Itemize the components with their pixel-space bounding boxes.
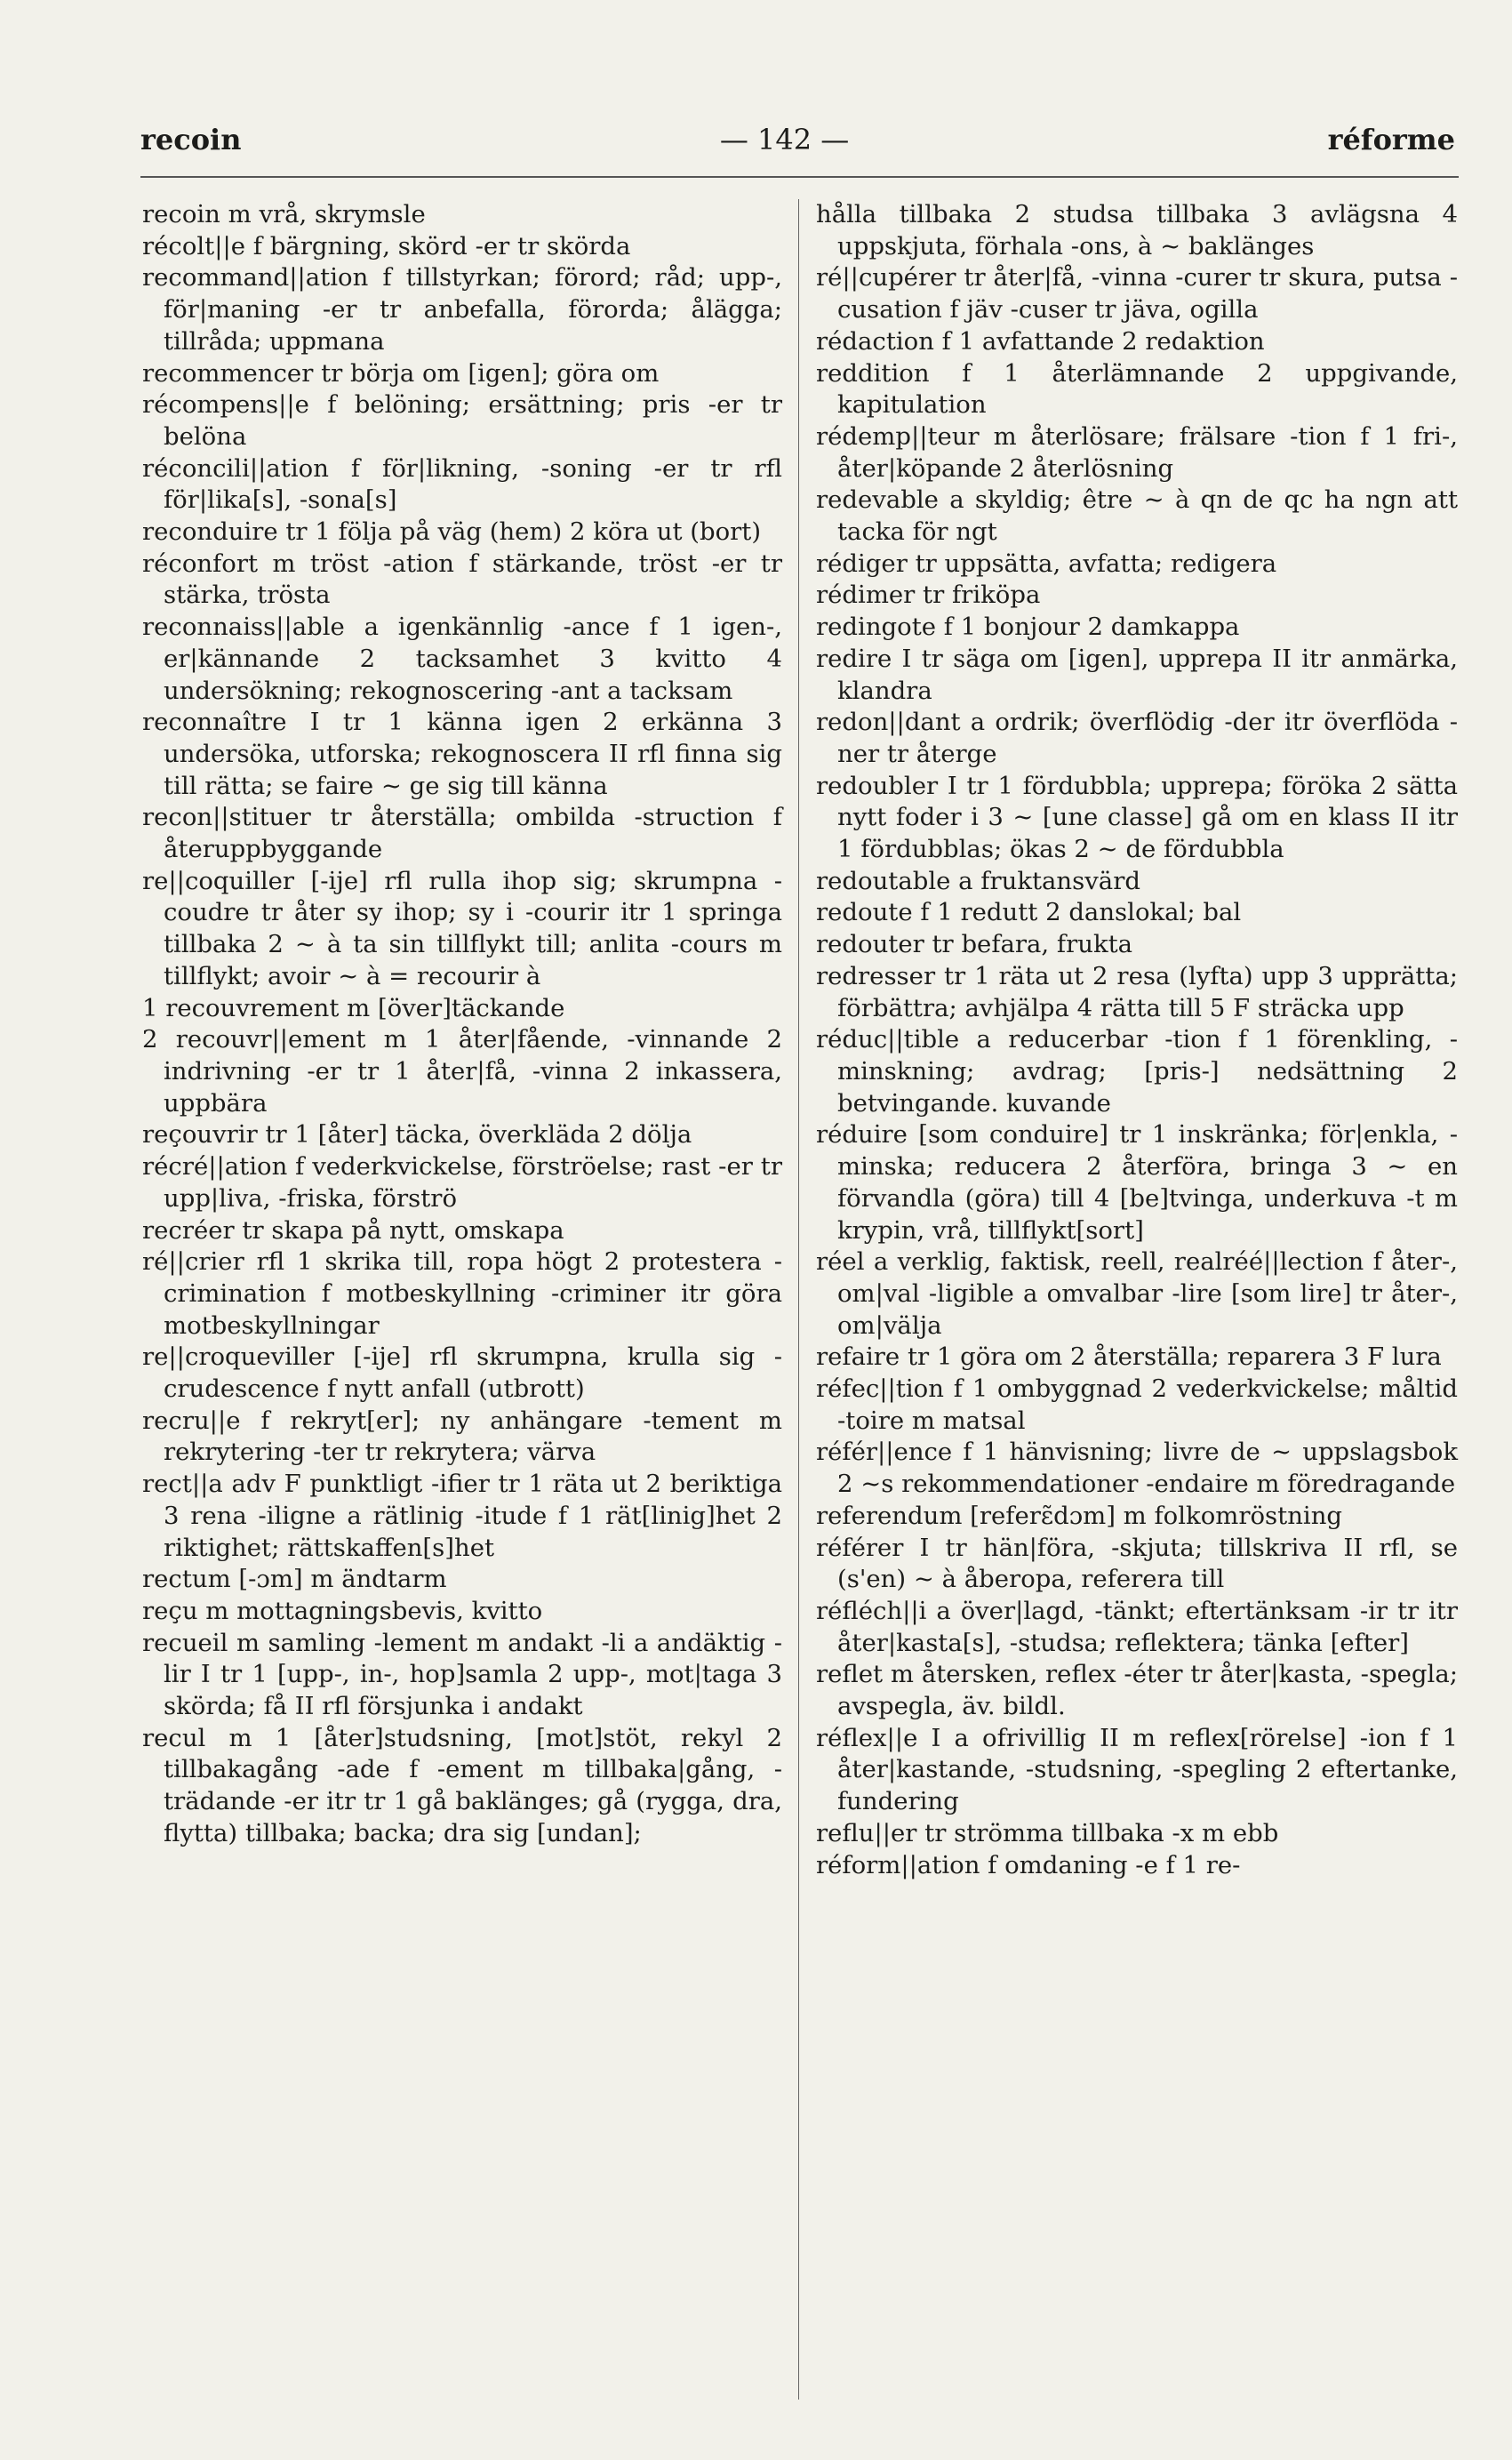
dictionary-entry: recréer tr skapa på nytt, omskapa	[142, 1215, 564, 1245]
dictionary-entry: ré||crier rfl 1 skrika till, ropa högt 2 protestera -crimination f motbeskyllning -criminer itr göra motbeskyllningar	[142, 1247, 782, 1340]
dictionary-entry: réel a verklig, faktisk, reell, realréé||lection f åter-, om|val -ligible a omvalbar -lire [som lire] tr åter-, om|välja	[816, 1247, 1458, 1340]
dictionary-entry: récré||ation f vederkvickelse, förströelse; rast -er tr upp|liva, -friska, förströ	[142, 1152, 782, 1213]
dictionary-entry: 1 recouvrement m [över]täckande	[142, 993, 565, 1022]
dictionary-entry: rédiger tr uppsätta, avfatta; redigera	[816, 549, 1277, 578]
dictionary-entry: redresser tr 1 räta ut 2 resa (lyfta) upp 3 upprätta; förbättra; avhjälpa 4 rätta till 5 F sträcka upp	[816, 961, 1458, 1022]
header-rule	[140, 176, 1459, 178]
page-header	[140, 123, 1455, 167]
dictionary-entry: redon||dant a ordrik; överflödig -der itr överflöda -ner tr återge	[816, 708, 1458, 768]
dictionary-entry: redingote f 1 bonjour 2 damkappa	[816, 613, 1240, 642]
dictionary-entry: rect||a adv F punktligt -ifier tr 1 räta ut 2 beriktiga 3 rena -iligne a rätlinig -itude f 1 rät[linig]het 2 riktighet; rättskaffen[s]het	[142, 1470, 782, 1562]
dictionary-entry: 2 recouvr||ement m 1 åter|fående, -vinnande 2 indrivning -er tr 1 åter|få, -vinna 2 inkassera, uppbära	[142, 1025, 782, 1118]
dictionary-entry: reddition f 1 återlämnande 2 uppgivande, kapitulation	[816, 358, 1458, 420]
dictionary-entry: reconduire tr 1 följa på väg (hem) 2 köra ut (bort)	[142, 517, 762, 547]
dictionary-entry: réflex||e I a ofrivillig II m reflex[rörelse] -ion f 1 åter|kastande, -studsning, -spegling 2 eftertanke, fundering	[816, 1723, 1458, 1816]
dictionary-entry: recru||e f rekryt[er]; ny anhängare -tement m rekrytering -ter tr rekrytera; värva	[142, 1406, 782, 1467]
dictionary-entry: reçouvrir tr 1 [åter] täcka, överkläda 2 dölja	[142, 1120, 692, 1150]
column-divider	[798, 199, 799, 2400]
dictionary-entry: réconfort m tröst -ation f stärkande, tröst -er tr stärka, trösta	[142, 549, 782, 610]
dictionary-entry: reflet m återsken, reflex -éter tr åter|kasta, -spegla; avspegla, äv. bildl.	[816, 1660, 1458, 1721]
dictionary-entry: réfec||tion f 1 ombyggnad 2 vederkvickelse; måltid -toire m matsal	[816, 1374, 1458, 1435]
dictionary-entry: réduc||tible a reducerbar -tion f 1 förenkling, -minskning; avdrag; [pris-] nedsättning 2 betvingande. kuvande	[816, 1025, 1458, 1118]
dictionary-entry: recommand||ation f tillstyrkan; förord; råd; upp-, för|maning -er tr anbefalla, förorda; ålägga; tillråda; uppmana	[142, 263, 782, 356]
dictionary-entry: reconnaître I tr 1 känna igen 2 erkänna 3 undersöka, utforska; rekognoscera II rfl finna sig till rätta; se faire ~ ge sig till känna	[142, 708, 782, 800]
dictionary-entry: ré||cupérer tr åter|få, -vinna -curer tr skura, putsa -cusation f jäv -cuser tr jäva, ogilla	[816, 263, 1458, 325]
dictionary-entry: redouter tr befara, frukta	[816, 930, 1133, 959]
dictionary-entry: référer I tr hän|föra, -skjuta; tillskriva II rfl, se (s'en) ~ à åberopa, referera till	[816, 1533, 1458, 1594]
dictionary-entry: réduire [som conduire] tr 1 inskränka; för|enkla, -minska; reducera 2 återföra, bringa 3 ~ en förvandla (göra) till 4 [be]tvinga, underkuva -t m krypin, vrå, tillflykt[sort]	[816, 1120, 1458, 1245]
dictionary-entry: referendum [referɛ̃dɔm] m folkomröstning	[816, 1501, 1343, 1530]
dictionary-entry: référ||ence f 1 hänvisning; livre de ~ uppslagsbok 2 ~s rekommendationer -endaire m föredragande	[816, 1438, 1458, 1499]
dictionary-entry: reflu||er tr strömma tillbaka -x m ebb	[816, 1818, 1279, 1847]
dictionary-entry: reçu m mottagningsbevis, kvitto	[142, 1596, 543, 1625]
dictionary-entry: recommencer tr börja om [igen]; göra om	[142, 358, 660, 388]
page-number: — 142 —	[719, 123, 850, 156]
dictionary-entry: recoin m vrå, skrymsle	[142, 200, 426, 228]
header-left-word: recoin	[140, 123, 242, 156]
dictionary-entry: redoutable a fruktansvärd	[816, 866, 1140, 895]
dictionary-entry: redoubler I tr 1 fördubbla; upprepa; föröka 2 sätta nytt foder i 3 ~ [une classe] gå om en klass II itr 1 fördubblas; ökas 2 ~ de fördubbla	[816, 771, 1458, 864]
dictionary-entry: redoute f 1 redutt 2 danslokal; bal	[816, 898, 1242, 927]
right-column	[816, 199, 1458, 1881]
dictionary-entry: réfléch||i a över|lagd, -tänkt; eftertänksam -ir tr itr åter|kasta[s], -studsa; reflektera; tänka [efter]	[816, 1596, 1458, 1657]
dictionary-entry: récolt||e f bärgning, skörd -er tr skörda	[142, 231, 631, 260]
dictionary-entry: re||croqueviller [-ije] rfl skrumpna, krulla sig -crudescence f nytt anfall (utbrott)	[142, 1342, 782, 1404]
dictionary-entry: réconcili||ation f för|likning, -soning -er tr rfl för|lika[s], -sona[s]	[142, 453, 782, 515]
dictionary-entry: refaire tr 1 göra om 2 återställa; reparera 3 F lura	[816, 1342, 1442, 1372]
dictionary-entry: hålla tillbaka 2 studsa tillbaka 3 avlägsna 4 uppskjuta, förhala -ons, à ~ baklänges	[816, 200, 1458, 260]
left-column	[142, 199, 782, 1850]
dictionary-entry: récompens||e f belöning; ersättning; pris -er tr belöna	[142, 390, 782, 451]
dictionary-entry: réform||ation f omdaning -e f 1 re-	[816, 1850, 1241, 1879]
dictionary-entry: redire I tr säga om [igen], upprepa II itr anmärka, klandra	[816, 644, 1458, 705]
dictionary-entry: rédemp||teur m återlösare; frälsare -tion f 1 fri-, åter|köpande 2 återlösning	[816, 421, 1458, 483]
dictionary-entry: rédaction f 1 avfattande 2 redaktion	[816, 326, 1265, 356]
dictionary-entry: recueil m samling -lement m andakt -li a andäktig -lir I tr 1 [upp-, in-, hop]samla 2 upp-, mot|taga 3 skörda; få II rfl försjunka i andakt	[142, 1628, 782, 1721]
dictionary-entry: recon||stituer tr återställa; ombilda -struction f återuppbyggande	[142, 803, 782, 864]
header-right-word: réforme	[1327, 123, 1455, 156]
dictionary-entry: rédimer tr friköpa	[816, 581, 1041, 610]
dictionary-entry: redevable a skyldig; être ~ à qn de qc ha ngn att tacka för ngt	[816, 485, 1458, 547]
dictionary-entry: rectum [-ɔm] m ändtarm	[142, 1565, 447, 1594]
dictionary-entry: reconnaiss||able a igenkännlig -ance f 1 igen-, er|kännande 2 tacksamhet 3 kvitto 4 undersökning; rekognoscering -ant a tacksam	[142, 613, 782, 705]
dictionary-entry: re||coquiller [-ije] rfl rulla ihop sig; skrumpna -coudre tr åter sy ihop; sy i -courir itr 1 springa tillbaka 2 ~ à ta sin tillflykt till; anlita -cours m tillflykt; avoir ~ à = recourir à	[142, 866, 782, 990]
dictionary-entry: recul m 1 [åter]studsning, [mot]stöt, rekyl 2 tillbakagång -ade f -ement m tillbaka|gång, -trädande -er itr tr 1 gå baklänges; gå (rygga, dra, flytta) tillbaka; backa; dra sig [undan];	[142, 1723, 782, 1847]
